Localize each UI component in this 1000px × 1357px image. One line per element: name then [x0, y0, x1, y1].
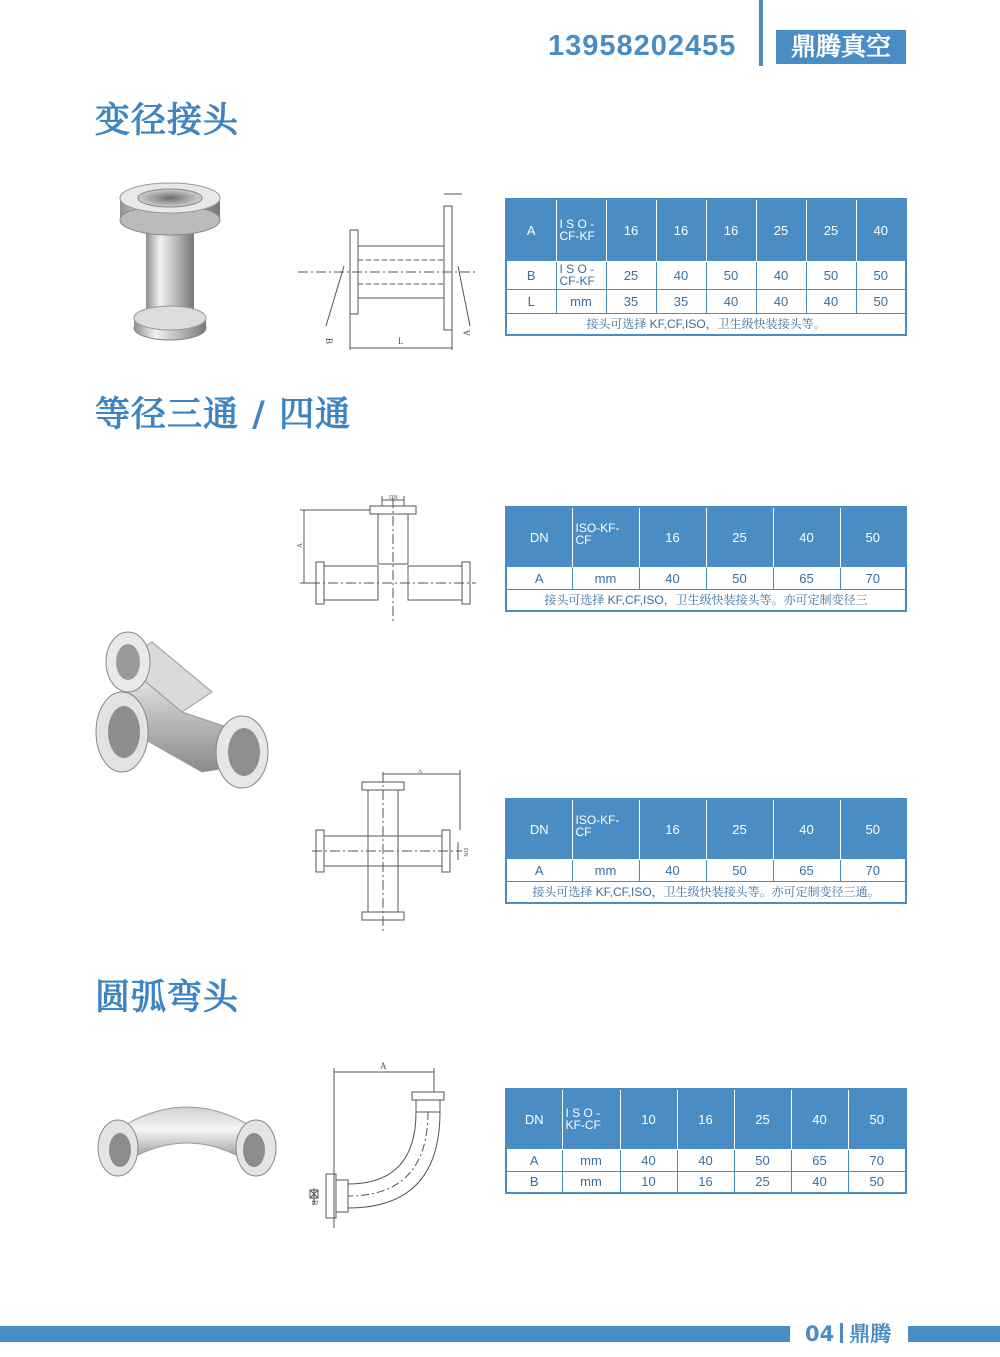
- table-cell: I S O - CF-KF: [556, 261, 606, 289]
- table-cell: 50: [806, 261, 856, 289]
- table-cell: 35: [656, 289, 706, 313]
- table-cell: 70: [840, 567, 906, 589]
- tee-label-dn: DN: [389, 495, 398, 501]
- table-cell: B: [506, 1171, 562, 1193]
- table-note: 接头可选择 KF,CF,ISO，卫生级快装接头等。亦可定制变径三通。: [506, 881, 906, 903]
- footer-bar-right: [908, 1326, 1000, 1342]
- table-note: 接头可选择 KF,CF,ISO，卫生级快装接头等。: [506, 313, 906, 335]
- reducer-label-a: A: [462, 329, 472, 336]
- table-cell: 40: [791, 1171, 848, 1193]
- table-cell: 25: [706, 799, 773, 859]
- table-cell: 16: [639, 507, 706, 567]
- cross-drawing: [312, 768, 482, 936]
- table-cell: 40: [773, 507, 840, 567]
- footer-label: [805, 1318, 891, 1348]
- table-row: [506, 313, 906, 335]
- table-cell: 16: [677, 1089, 734, 1149]
- table-cell: 10: [620, 1089, 677, 1149]
- table-cell: 40: [756, 261, 806, 289]
- table-cell: 40: [639, 567, 706, 589]
- table-cell: mm: [562, 1149, 620, 1171]
- table-cell: 10: [620, 1171, 677, 1193]
- table-cell: 16: [677, 1171, 734, 1193]
- reducer-drawing: [298, 186, 478, 350]
- header-divider: [759, 0, 763, 66]
- table-cell: 50: [706, 261, 756, 289]
- table-cell: A: [506, 199, 556, 261]
- table-cell: 25: [756, 199, 806, 261]
- table-cell: B: [506, 261, 556, 289]
- table-cell: 50: [856, 289, 906, 313]
- section-title-reducer: 变径接头: [95, 101, 240, 141]
- table-cell: L: [506, 289, 556, 313]
- table-cell: 50: [840, 507, 906, 567]
- table-row: [506, 1171, 906, 1193]
- table-cell: 35: [606, 289, 656, 313]
- table-cell: DN: [506, 1089, 562, 1149]
- table-cell: 25: [706, 507, 773, 567]
- section-title-tee-cross: 等径三通 / 四通: [95, 395, 352, 435]
- table-row: [506, 567, 906, 589]
- table-cell: 65: [773, 859, 840, 881]
- tee-photo: [92, 622, 282, 788]
- table-cell: A: [506, 1149, 562, 1171]
- table-cell: 16: [606, 199, 656, 261]
- header-brand: 鼎腾真空: [776, 30, 906, 64]
- table-cell: 70: [840, 859, 906, 881]
- table-cell: 50: [856, 261, 906, 289]
- table-cell: 40: [856, 199, 906, 261]
- table-cell: 25: [734, 1089, 791, 1149]
- table-cell: 40: [706, 289, 756, 313]
- table-cell: 25: [806, 199, 856, 261]
- table-cell: DN: [506, 799, 572, 859]
- table-row: [506, 199, 906, 261]
- table-cell: 50: [848, 1089, 906, 1149]
- table-cell: 50: [706, 859, 773, 881]
- table-cell: A: [506, 859, 572, 881]
- table-row: [506, 507, 906, 567]
- table-row: [506, 799, 906, 859]
- reducer-photo: [110, 180, 230, 350]
- table-row: [506, 881, 906, 903]
- table-cell: mm: [572, 859, 639, 881]
- table-cell: 16: [656, 199, 706, 261]
- table-cell: 40: [791, 1089, 848, 1149]
- table-cell: 65: [791, 1149, 848, 1171]
- table-cell: I S O - CF-KF: [556, 199, 606, 261]
- table-cell: 40: [620, 1149, 677, 1171]
- table-row: [506, 261, 906, 289]
- table-cell: 40: [773, 799, 840, 859]
- footer-bar-left: [0, 1326, 790, 1342]
- table-cell: I S O - KF-CF: [562, 1089, 620, 1149]
- reducer-label-b: B: [324, 338, 334, 345]
- footer-brand: 鼎腾: [849, 1322, 892, 1346]
- footer-divider: [840, 1323, 843, 1343]
- cross-label-a: A: [418, 769, 423, 775]
- table-cell: 25: [606, 261, 656, 289]
- tee-spec-table: [505, 506, 907, 612]
- table-cell: 50: [840, 799, 906, 859]
- table-row: [506, 289, 906, 313]
- elbow-label-a: A: [380, 1061, 387, 1071]
- table-cell: 40: [639, 859, 706, 881]
- table-cell: 50: [848, 1171, 906, 1193]
- table-cell: A: [506, 567, 572, 589]
- table-cell: 50: [734, 1149, 791, 1171]
- table-cell: ISO-KF- CF: [572, 799, 639, 859]
- table-cell: DN: [506, 507, 572, 567]
- table-cell: mm: [572, 567, 639, 589]
- table-cell: 40: [756, 289, 806, 313]
- table-row: [506, 589, 906, 611]
- table-cell: 40: [806, 289, 856, 313]
- table-cell: mm: [562, 1171, 620, 1193]
- table-note: 接头可选择 KF,CF,ISO，卫生级快装接头等。亦可定制变径三: [506, 589, 906, 611]
- table-cell: 40: [656, 261, 706, 289]
- table-cell: 50: [706, 567, 773, 589]
- header-phone: 13958202455: [548, 30, 737, 62]
- cross-label-dn: DN: [462, 848, 468, 857]
- table-cell: 16: [639, 799, 706, 859]
- table-cell: 40: [677, 1149, 734, 1171]
- table-row: [506, 859, 906, 881]
- elbow-photo: [92, 1092, 282, 1192]
- elbow-spec-table: [505, 1088, 907, 1194]
- reducer-spec-table: [505, 198, 907, 336]
- elbow-label-b: B: [310, 1200, 319, 1206]
- reducer-label-l: L: [398, 336, 404, 346]
- tee-label-a: A: [296, 542, 304, 548]
- table-cell: 65: [773, 567, 840, 589]
- table-row: [506, 1149, 906, 1171]
- table-cell: ISO-KF- CF: [572, 507, 639, 567]
- table-cell: 70: [848, 1149, 906, 1171]
- table-cell: 25: [734, 1171, 791, 1193]
- section-title-elbow: 圆弧弯头: [95, 978, 240, 1018]
- table-cell: mm: [556, 289, 606, 313]
- cross-spec-table: [505, 798, 907, 904]
- elbow-drawing: [300, 1058, 460, 1230]
- page-number: 04: [805, 1322, 835, 1346]
- table-cell: 16: [706, 199, 756, 261]
- table-row: [506, 1089, 906, 1149]
- tee-drawing: [298, 494, 488, 626]
